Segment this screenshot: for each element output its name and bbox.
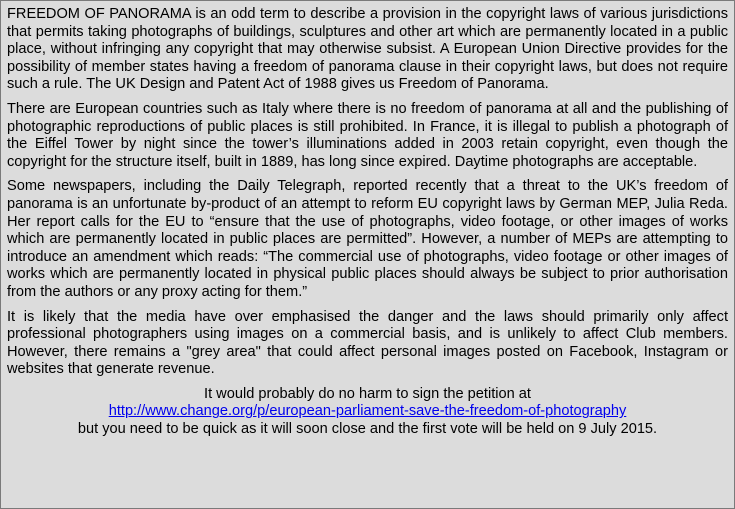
petition-block [7, 386, 728, 439]
paragraph-media-emphasis: It is likely that the media have over emphasised the danger and the laws should primarily only affect professional photographers using images on a commercial basis, and is unlikely to affect Club members. However, there remains a "grey area" that could affect personal images posted on Facebook, Instagram or websites that generate revenue. [7, 308, 728, 378]
petition-link-line [7, 403, 728, 421]
petition-closing: but you need to be quick as it will soon close and the first vote will be held on 9 July 2015. [77, 421, 658, 438]
petition-intro: It would probably do no harm to sign the petition at [204, 385, 531, 402]
petition-link[interactable]: http://www.change.org/p/european-parliament-save-the-freedom-of-photography [108, 403, 627, 420]
paragraph-newspapers: Some newspapers, including the Daily Telegraph, reported recently that a threat to the UK’s freedom of panorama is an unfortunate by-product of an attempt to reform EU copyright laws by German MEP, Julia Reda. Her report calls for the EU to “ensure that the use of photographs, video footage, or other images of works which are permanently located in public places are permitted”. However, a number of MEPs are attempting to introduce an amendment which reads: “The commercial use of photographs, video footage or other images of works which are permanently located in physical public places should always be subject to prior authorisation from the authors or any proxy acting for them.” [7, 178, 728, 300]
paragraph-european-countries: There are European countries such as Italy where there is no freedom of panorama at all and the publishing of photographic reproductions of public places is still prohibited. In France, it is illegal to publish a photograph of the Eiffel Tower by night since the tower’s illuminations added in 2003 retain copyright, even though the copyright for the structure itself, built in 1889, has long since expired. Daytime photographs are acceptable. [7, 100, 728, 170]
paragraph-definition: FREEDOM OF PANORAMA is an odd term to describe a provision in the copyright laws of various jurisdictions that permits taking photographs of buildings, sculptures and other art which are permanently located in a public place, without infringing any copyright that may otherwise subsist. A European Union Directive provides for the possibility of member states having a freedom of panorama clause in their copyright laws, but does not require such a rule. The UK Design and Patent Act of 1988 gives us Freedom of Panorama. [7, 6, 728, 93]
